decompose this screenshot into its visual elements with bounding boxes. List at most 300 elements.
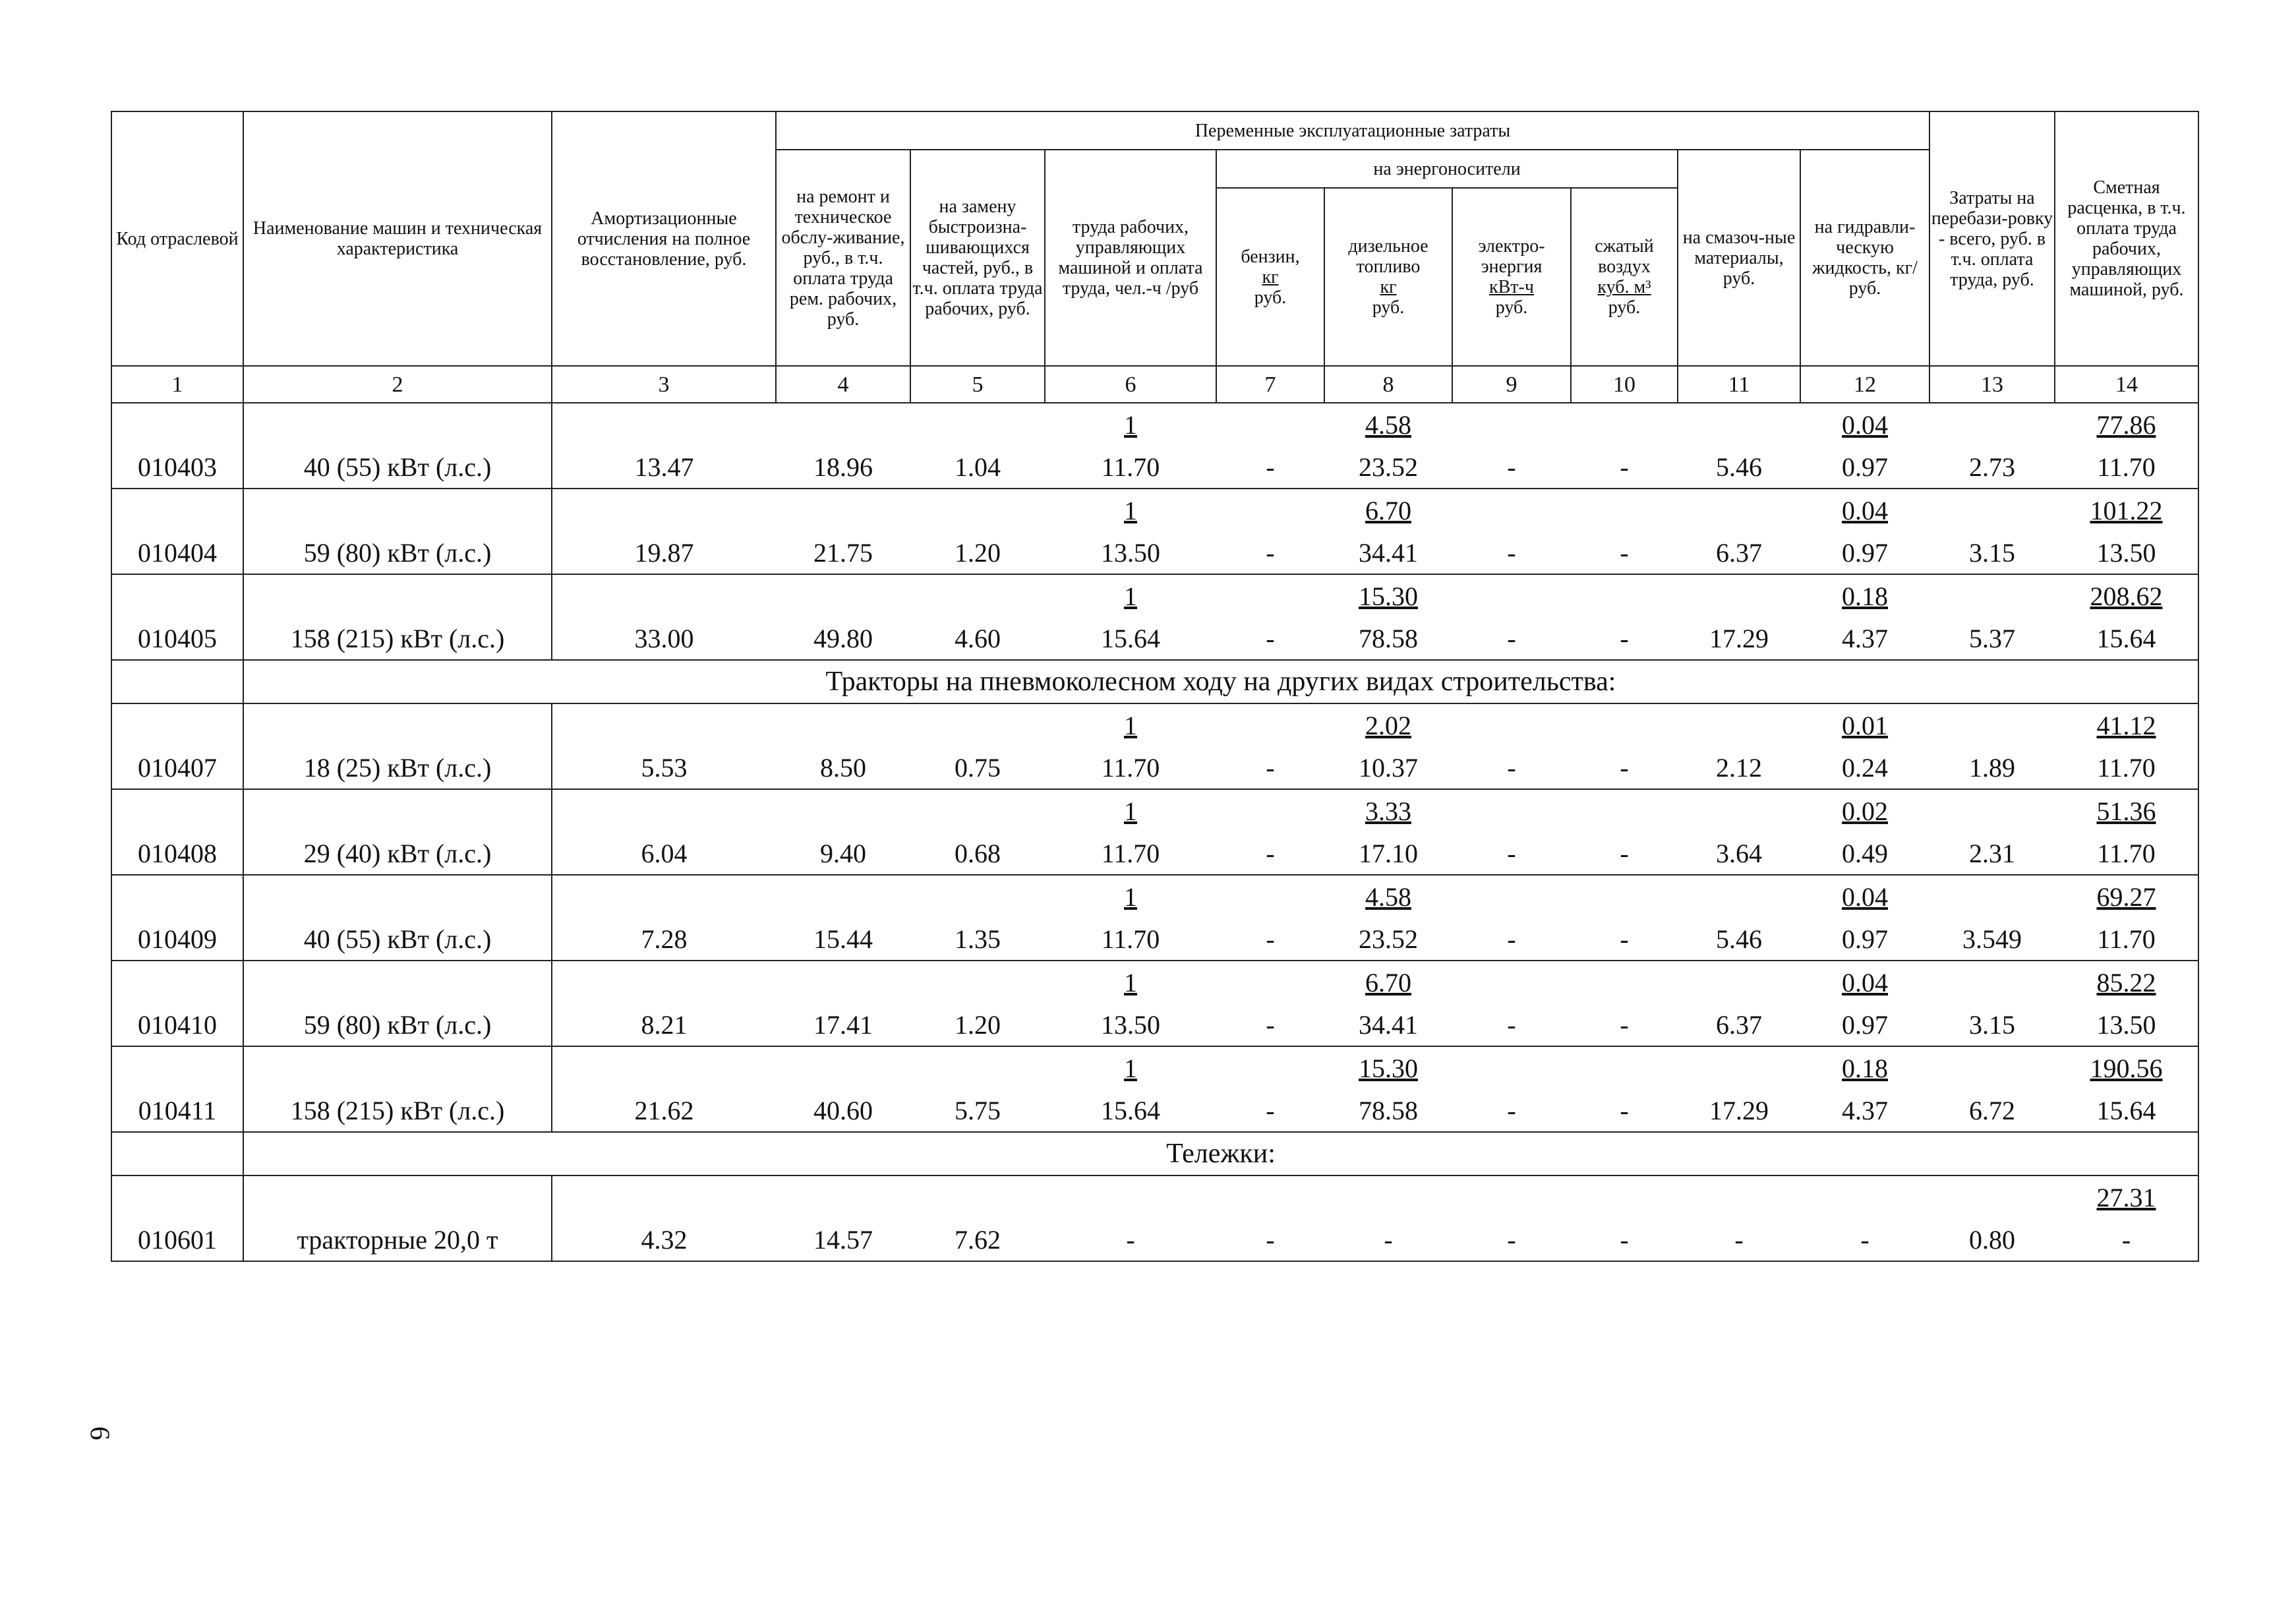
cell-value: 19.87 xyxy=(552,531,776,574)
cell-value: 3.15 xyxy=(1929,531,2055,574)
header-rate: Сметная расценка, в т.ч. оплата труда рабочих, управляющих машиной, руб. xyxy=(2055,111,2198,366)
cell-top xyxy=(1216,403,1324,446)
cell-top xyxy=(776,1046,910,1089)
cell-numerator-value: 0.04 xyxy=(1842,495,1888,525)
cell-value: - xyxy=(1452,832,1571,875)
cell-value: - xyxy=(1571,617,1678,660)
cell-top xyxy=(1216,574,1324,617)
cell-value: 33.00 xyxy=(552,617,776,660)
column-number: 14 xyxy=(2055,366,2198,403)
cell-top xyxy=(1571,403,1678,446)
table-row xyxy=(111,1003,2198,1046)
cell-top xyxy=(1216,1046,1324,1089)
cell-top xyxy=(1045,875,1216,918)
cell-value: 11.70 xyxy=(1045,832,1216,875)
cell-value: 15.64 xyxy=(2055,617,2198,660)
cell-top xyxy=(1452,703,1571,746)
cell-value: 18.96 xyxy=(776,446,910,489)
cell-top xyxy=(111,489,243,531)
cell-numerator-value: 0.01 xyxy=(1842,710,1888,740)
table-row-numerator xyxy=(111,1046,2198,1089)
cell-value: - xyxy=(1452,531,1571,574)
cell-top xyxy=(1452,403,1571,446)
cell-value: 3.64 xyxy=(1678,832,1800,875)
cell-value: - xyxy=(1571,832,1678,875)
cell-value: - xyxy=(1452,617,1571,660)
cell-top xyxy=(1571,961,1678,1003)
cell-numerator-value: 4.58 xyxy=(1365,881,1411,912)
cell-value: 4.60 xyxy=(910,617,1045,660)
cell-numerator-value: 77.86 xyxy=(2096,409,2156,440)
cell-top xyxy=(1452,574,1571,617)
cell-value: 1.20 xyxy=(910,1003,1045,1046)
cell-value: 6.37 xyxy=(1678,531,1800,574)
cell-value: - xyxy=(1452,746,1571,789)
cell-value: - xyxy=(1216,531,1324,574)
cell-top xyxy=(776,789,910,832)
cell-numerator-value: 6.70 xyxy=(1365,495,1411,525)
cell-value: 8.50 xyxy=(776,746,910,789)
cell-top xyxy=(552,1046,776,1089)
cell-top xyxy=(910,489,1045,531)
cell-top xyxy=(1045,574,1216,617)
cell-numerator-value: 51.36 xyxy=(2096,796,2156,826)
table-row xyxy=(111,918,2198,961)
cell-top xyxy=(1800,1175,1929,1218)
cell-value: - xyxy=(1216,746,1324,789)
cell-top xyxy=(552,489,776,531)
cell-top xyxy=(1452,1046,1571,1089)
cell-top xyxy=(1800,574,1929,617)
cell-numerator-value: 69.27 xyxy=(2096,881,2156,912)
cell-top xyxy=(111,875,243,918)
cell-value: 10.37 xyxy=(1324,746,1452,789)
cell-top xyxy=(1571,875,1678,918)
cell-value: - xyxy=(1452,1218,1571,1261)
cell-numerator-value: 41.12 xyxy=(2096,710,2156,740)
header-repair: на ремонт и техническое обслу-живание, руб., в т.ч. оплата труда рем. рабочих, руб. xyxy=(776,150,910,366)
cell-machine-name: 29 (40) кВт (л.с.) xyxy=(243,832,552,875)
cell-value: 11.70 xyxy=(1045,446,1216,489)
cell-top xyxy=(2055,703,2198,746)
cell-value: 17.41 xyxy=(776,1003,910,1046)
cell-numerator-value: 190.56 xyxy=(2090,1053,2163,1083)
section-row xyxy=(111,1132,2198,1175)
cell-code: 010411 xyxy=(111,1089,243,1132)
cell-top xyxy=(1678,961,1800,1003)
table-row-numerator xyxy=(111,875,2198,918)
cell-value: 13.50 xyxy=(1045,1003,1216,1046)
cell-top xyxy=(1800,789,1929,832)
cell-top xyxy=(1929,1175,2055,1218)
cell-top xyxy=(1800,875,1929,918)
table-row xyxy=(111,531,2198,574)
cell-code: 010403 xyxy=(111,446,243,489)
cell-top xyxy=(1045,1175,1216,1218)
cell-numerator-value: 1 xyxy=(1124,710,1137,740)
table-row-numerator xyxy=(111,574,2198,617)
header-compressed-air: сжатый воздух куб. м³ руб. xyxy=(1571,188,1678,366)
cell-value: 7.28 xyxy=(552,918,776,961)
cell-top xyxy=(111,1046,243,1089)
cell-numerator-value: 15.30 xyxy=(1359,1053,1418,1083)
column-number: 4 xyxy=(776,366,910,403)
cell-numerator-value: 0.02 xyxy=(1842,796,1888,826)
cell-value: 0.75 xyxy=(910,746,1045,789)
cell-value: 5.46 xyxy=(1678,446,1800,489)
cell-top xyxy=(776,703,910,746)
header-name: Наименование машин и техническая характеристика xyxy=(243,111,552,366)
cell-code: 010410 xyxy=(111,1003,243,1046)
cell-top xyxy=(1678,574,1800,617)
cell-top xyxy=(111,789,243,832)
cell-value: 1.20 xyxy=(910,531,1045,574)
cell-top xyxy=(243,403,552,446)
cell-value: 2.73 xyxy=(1929,446,2055,489)
cell-top xyxy=(1929,489,2055,531)
cell-value: 17.29 xyxy=(1678,617,1800,660)
cell-top xyxy=(111,961,243,1003)
cell-top xyxy=(1324,489,1452,531)
table-row-numerator xyxy=(111,789,2198,832)
cell-top xyxy=(1324,1046,1452,1089)
cell-top xyxy=(1678,875,1800,918)
cell-numerator-value: 1 xyxy=(1124,967,1137,997)
cell-value: 21.62 xyxy=(552,1089,776,1132)
cell-value: 2.31 xyxy=(1929,832,2055,875)
cell-value: 6.37 xyxy=(1678,1003,1800,1046)
cell-top xyxy=(1324,1175,1452,1218)
cell-value: 34.41 xyxy=(1324,531,1452,574)
cell-top xyxy=(1929,403,2055,446)
cell-value: 15.64 xyxy=(2055,1089,2198,1132)
cell-top xyxy=(1452,489,1571,531)
cell-value: - xyxy=(1452,1089,1571,1132)
cell-value: 4.37 xyxy=(1800,1089,1929,1132)
cell-value: 0.97 xyxy=(1800,918,1929,961)
cell-numerator-value: 3.33 xyxy=(1365,796,1411,826)
header-diesel: дизельное топливо кг руб. xyxy=(1324,188,1452,366)
cell-value: 40.60 xyxy=(776,1089,910,1132)
cell-top xyxy=(776,403,910,446)
cell-top xyxy=(1452,789,1571,832)
cell-top xyxy=(1800,403,1929,446)
cell-machine-name: 40 (55) кВт (л.с.) xyxy=(243,446,552,489)
table-row xyxy=(111,1089,2198,1132)
cell-value: - xyxy=(2055,1218,2198,1261)
cell-value: 0.97 xyxy=(1800,531,1929,574)
cell-code: 010405 xyxy=(111,617,243,660)
cell-top xyxy=(243,489,552,531)
cell-top xyxy=(1324,574,1452,617)
cell-value: - xyxy=(1216,1003,1324,1046)
cell-value: 15.44 xyxy=(776,918,910,961)
cell-value: - xyxy=(1571,746,1678,789)
cell-top xyxy=(1216,789,1324,832)
cell-top xyxy=(243,961,552,1003)
cell-value: 1.04 xyxy=(910,446,1045,489)
cell-top xyxy=(1216,875,1324,918)
cell-value: - xyxy=(1571,446,1678,489)
cell-top xyxy=(910,1175,1045,1218)
cell-top xyxy=(1678,489,1800,531)
cell-value: - xyxy=(1800,1218,1929,1261)
header-energy: на энергоносители xyxy=(1216,150,1678,188)
column-number: 11 xyxy=(1678,366,1800,403)
header-amortization: Амортизационные отчисления на полное восстановление, руб. xyxy=(552,111,776,366)
cell-value: 13.50 xyxy=(2055,1003,2198,1046)
table-row-numerator xyxy=(111,961,2198,1003)
cell-top xyxy=(1678,403,1800,446)
header-variable-costs: Переменные эксплуатационные затраты xyxy=(776,111,1929,150)
cell-top xyxy=(776,1175,910,1218)
cell-top xyxy=(1929,574,2055,617)
table-row xyxy=(111,832,2198,875)
header-electricity: электро-энергия кВт-ч руб. xyxy=(1452,188,1571,366)
cell-top xyxy=(1045,1046,1216,1089)
cell-value: 15.64 xyxy=(1045,1089,1216,1132)
cell-value: 23.52 xyxy=(1324,918,1452,961)
cell-numerator-value: 1 xyxy=(1124,495,1137,525)
cell-top xyxy=(2055,789,2198,832)
cell-numerator-value: 0.04 xyxy=(1842,967,1888,997)
page-number: 6 xyxy=(84,1426,115,1441)
cell-value: 11.70 xyxy=(2055,832,2198,875)
cell-numerator-value: 4.58 xyxy=(1365,409,1411,440)
cell-machine-name: 59 (80) кВт (л.с.) xyxy=(243,531,552,574)
table-row-numerator xyxy=(111,1175,2198,1218)
cell-top xyxy=(776,875,910,918)
cell-value: 0.97 xyxy=(1800,446,1929,489)
cell-numerator-value: 27.31 xyxy=(2096,1182,2156,1212)
cell-value: - xyxy=(1216,617,1324,660)
cell-machine-name: 158 (215) кВт (л.с.) xyxy=(243,617,552,660)
cell-top xyxy=(1929,789,2055,832)
cell-top xyxy=(910,703,1045,746)
header-labor: труда рабочих, управляющих машиной и оплата труда, чел.-ч /руб xyxy=(1045,150,1216,366)
cell-top xyxy=(1800,961,1929,1003)
cell-value: - xyxy=(1452,446,1571,489)
cell-top xyxy=(776,574,910,617)
cell-value: 14.57 xyxy=(776,1218,910,1261)
cell-top xyxy=(2055,1046,2198,1089)
cell-top xyxy=(1678,1175,1800,1218)
column-number: 2 xyxy=(243,366,552,403)
cell-top xyxy=(1045,703,1216,746)
cell-top xyxy=(111,574,243,617)
table-row xyxy=(111,746,2198,789)
cell-top xyxy=(1324,875,1452,918)
cell-top xyxy=(1678,1046,1800,1089)
cell-top xyxy=(111,403,243,446)
section-title: Тракторы на пневмоколесном ходу на других видах строительства: xyxy=(243,660,2198,703)
cell-value: 4.32 xyxy=(552,1218,776,1261)
cell-top xyxy=(111,1175,243,1218)
cell-numerator-value: 15.30 xyxy=(1359,581,1418,611)
cell-code: 010404 xyxy=(111,531,243,574)
cell-numerator-value: 1 xyxy=(1124,796,1137,826)
section-code-cell xyxy=(111,660,243,703)
section-title: Тележки: xyxy=(243,1132,2198,1175)
cell-value: 9.40 xyxy=(776,832,910,875)
cell-top xyxy=(1216,1175,1324,1218)
cell-numerator-value: 0.04 xyxy=(1842,881,1888,912)
cell-top xyxy=(1216,961,1324,1003)
cell-top xyxy=(243,789,552,832)
cell-top xyxy=(910,574,1045,617)
cell-numerator-value: 2.02 xyxy=(1365,710,1411,740)
cell-numerator-value: 1 xyxy=(1124,581,1137,611)
cell-numerator-value: 6.70 xyxy=(1365,967,1411,997)
cell-value: 2.12 xyxy=(1678,746,1800,789)
cell-top xyxy=(243,875,552,918)
cell-top xyxy=(2055,875,2198,918)
cell-value: 3.549 xyxy=(1929,918,2055,961)
cell-top xyxy=(1571,574,1678,617)
cell-top xyxy=(910,789,1045,832)
cell-top xyxy=(552,789,776,832)
cell-top xyxy=(552,403,776,446)
cell-numerator-value: 1 xyxy=(1124,1053,1137,1083)
cell-top xyxy=(1929,875,2055,918)
cell-machine-name: тракторные 20,0 т xyxy=(243,1218,552,1261)
cell-top xyxy=(243,574,552,617)
cell-value: 21.75 xyxy=(776,531,910,574)
column-number: 12 xyxy=(1800,366,1929,403)
cell-top xyxy=(776,961,910,1003)
cell-value: - xyxy=(1571,531,1678,574)
cell-top xyxy=(1045,489,1216,531)
cell-value: - xyxy=(1216,918,1324,961)
cell-top xyxy=(243,1175,552,1218)
cell-top xyxy=(1929,1046,2055,1089)
cell-machine-name: 40 (55) кВт (л.с.) xyxy=(243,918,552,961)
table-body xyxy=(111,403,2198,1261)
cell-top xyxy=(111,703,243,746)
cell-top xyxy=(1324,703,1452,746)
cell-value: 5.53 xyxy=(552,746,776,789)
cell-numerator-value: 85.22 xyxy=(2096,967,2156,997)
cell-value: 11.70 xyxy=(2055,918,2198,961)
cell-numerator-value: 0.18 xyxy=(1842,581,1888,611)
cell-value: 78.58 xyxy=(1324,1089,1452,1132)
cell-top xyxy=(552,875,776,918)
table-row xyxy=(111,1218,2198,1261)
column-number: 9 xyxy=(1452,366,1571,403)
cell-machine-name: 158 (215) кВт (л.с.) xyxy=(243,1089,552,1132)
cell-value: - xyxy=(1324,1218,1452,1261)
cell-value: - xyxy=(1216,1089,1324,1132)
cell-value: 17.29 xyxy=(1678,1089,1800,1132)
column-number: 13 xyxy=(1929,366,2055,403)
cell-value: 8.21 xyxy=(552,1003,776,1046)
cell-value: 4.37 xyxy=(1800,617,1929,660)
cell-top xyxy=(243,703,552,746)
cell-numerator-value: 208.62 xyxy=(2090,581,2163,611)
cell-value: - xyxy=(1045,1218,1216,1261)
cell-value: - xyxy=(1452,1003,1571,1046)
cell-value: 15.64 xyxy=(1045,617,1216,660)
cell-value: - xyxy=(1571,1218,1678,1261)
cell-value: 78.58 xyxy=(1324,617,1452,660)
cell-value: - xyxy=(1452,918,1571,961)
cell-top xyxy=(1452,875,1571,918)
table-header xyxy=(111,111,2198,403)
cell-value: 34.41 xyxy=(1324,1003,1452,1046)
cell-top xyxy=(1800,1046,1929,1089)
cell-top xyxy=(2055,403,2198,446)
cell-top xyxy=(2055,1175,2198,1218)
column-number: 5 xyxy=(910,366,1045,403)
cell-top xyxy=(2055,574,2198,617)
cell-top xyxy=(910,875,1045,918)
header-code: Код отраслевой xyxy=(111,111,243,366)
cell-machine-name: 59 (80) кВт (л.с.) xyxy=(243,1003,552,1046)
cell-value: - xyxy=(1216,1218,1324,1261)
cell-value: 11.70 xyxy=(1045,918,1216,961)
machine-cost-table xyxy=(111,111,2199,1262)
cell-top xyxy=(2055,489,2198,531)
cell-value: - xyxy=(1571,1003,1678,1046)
table-row-numerator xyxy=(111,489,2198,531)
cell-top xyxy=(1324,961,1452,1003)
cell-numerator-value: 101.22 xyxy=(2090,495,2163,525)
cell-value: 0.80 xyxy=(1929,1218,2055,1261)
table-row-numerator xyxy=(111,703,2198,746)
cell-value: 11.70 xyxy=(2055,446,2198,489)
cell-value: 6.04 xyxy=(552,832,776,875)
cell-value: 7.62 xyxy=(910,1218,1045,1261)
cell-code: 010407 xyxy=(111,746,243,789)
cell-numerator-value: 0.18 xyxy=(1842,1053,1888,1083)
cell-top xyxy=(1045,789,1216,832)
cell-value: 5.75 xyxy=(910,1089,1045,1132)
cell-value: 0.68 xyxy=(910,832,1045,875)
section-row xyxy=(111,660,2198,703)
cell-top xyxy=(776,489,910,531)
cell-top xyxy=(1324,789,1452,832)
cell-top xyxy=(1678,703,1800,746)
cell-top xyxy=(1800,489,1929,531)
cell-value: 11.70 xyxy=(1045,746,1216,789)
cell-top xyxy=(552,574,776,617)
cell-top xyxy=(1800,703,1929,746)
cell-value: 23.52 xyxy=(1324,446,1452,489)
cell-top xyxy=(1045,403,1216,446)
cell-machine-name: 18 (25) кВт (л.с.) xyxy=(243,746,552,789)
cell-top xyxy=(552,703,776,746)
cell-top xyxy=(243,1046,552,1089)
column-number: 8 xyxy=(1324,366,1452,403)
cell-value: 49.80 xyxy=(776,617,910,660)
cell-top xyxy=(1452,961,1571,1003)
cell-value: 0.97 xyxy=(1800,1003,1929,1046)
table-row xyxy=(111,617,2198,660)
cell-top xyxy=(1929,961,2055,1003)
header-lubricants: на смазоч-ные материалы, руб. xyxy=(1678,150,1800,366)
header-hydraulic: на гидравли-ческую жидкость, кг/руб. xyxy=(1800,150,1929,366)
cell-top xyxy=(552,1175,776,1218)
cell-value: 3.15 xyxy=(1929,1003,2055,1046)
column-number: 1 xyxy=(111,366,243,403)
cell-top xyxy=(552,961,776,1003)
table-row xyxy=(111,446,2198,489)
column-number-row xyxy=(111,366,2198,403)
cell-value: 17.10 xyxy=(1324,832,1452,875)
cell-top xyxy=(1678,789,1800,832)
cell-top xyxy=(910,961,1045,1003)
section-code-cell xyxy=(111,1132,243,1175)
